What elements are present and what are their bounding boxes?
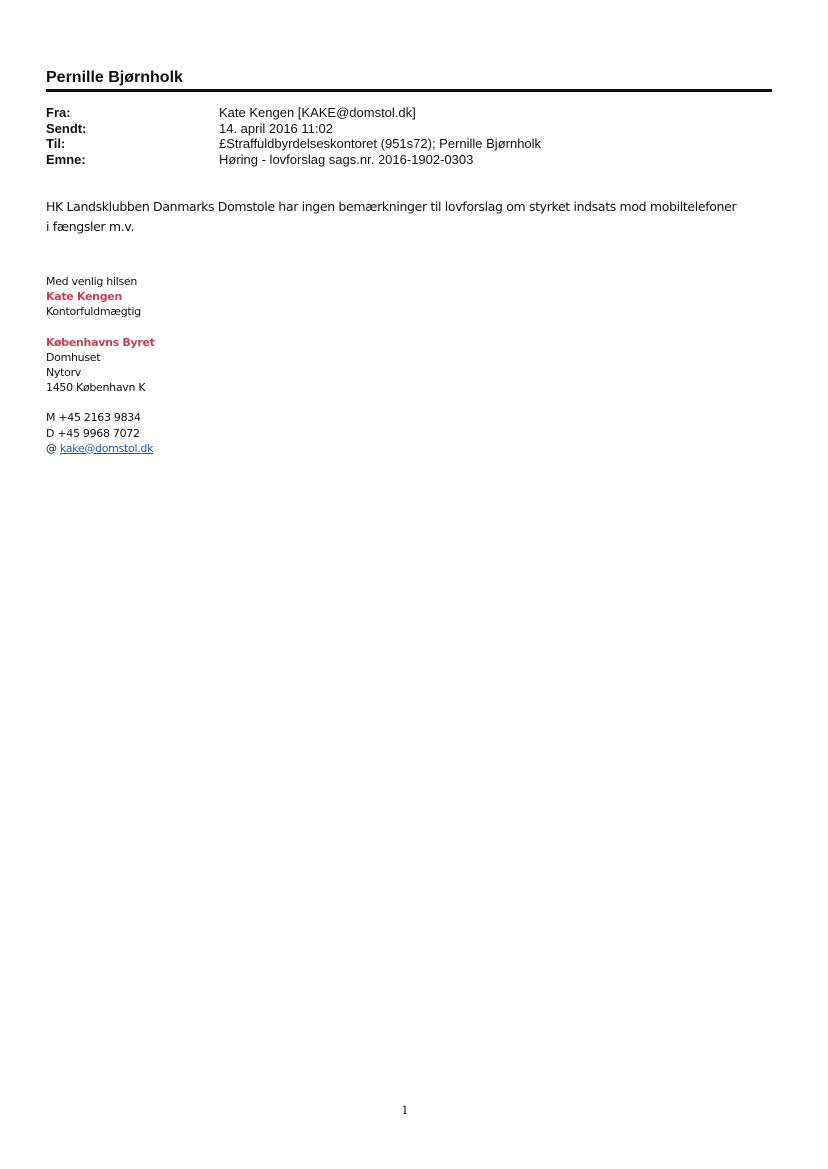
- signature-direct: D +45 9968 7072: [46, 426, 140, 440]
- signature-spacer: [46, 395, 446, 410]
- signature-title: Kontorfuldmægtig: [46, 305, 141, 319]
- page-number: 1: [401, 1104, 409, 1117]
- email-link[interactable]: kake@domstol.dk: [59, 441, 154, 455]
- mailbox-owner-name: Pernille Bjørnholk: [46, 69, 183, 86]
- from-value: Kate Kengen [KAKE@domstol.dk]: [219, 105, 416, 120]
- signature-greeting: Med venlig hilsen: [46, 275, 138, 288]
- signature-organization: Københavns Byret: [46, 335, 155, 349]
- page-header: [46, 68, 772, 92]
- subject-label: Emne:: [46, 151, 86, 167]
- body-line-2: i fængsler m.v.: [46, 219, 135, 234]
- sent-value: 14. april 2016 11:02: [219, 120, 333, 136]
- signature-address-line-1: Domhuset: [46, 350, 101, 364]
- header-row-from: [46, 105, 772, 121]
- signature-email-line: [46, 441, 446, 456]
- sent-label: Sendt:: [46, 120, 87, 136]
- subject-value: Høring - lovforslag sags.nr. 2016-1902-0303: [219, 151, 474, 167]
- signature-name: Kate Kengen: [46, 290, 122, 304]
- email-headers: [46, 105, 772, 167]
- body-line-1: HK Landsklubben Danmarks Domstole har ingen bemærkninger til lovforslag om styrket indsats mod mobiltelefoner: [46, 199, 737, 214]
- header-rule: [46, 89, 772, 92]
- email-signature: [46, 274, 446, 456]
- signature-spacer: [46, 320, 446, 335]
- at-sign: @: [46, 441, 57, 455]
- signature-mobile: M +45 2163 9834: [46, 411, 141, 425]
- email-body: [46, 197, 776, 237]
- to-label: Til:: [46, 136, 66, 151]
- signature-address-line-2: Nytorv: [46, 366, 82, 380]
- to-value: £Straffuldbyrdelseskontoret (951s72); Pernille Bjørnholk: [219, 136, 542, 151]
- header-row-subject: [46, 152, 772, 168]
- signature-address-line-3: 1450 København K: [46, 381, 146, 395]
- from-label: Fra:: [46, 105, 71, 120]
- header-row-sent: [46, 121, 772, 137]
- header-row-to: [46, 136, 772, 152]
